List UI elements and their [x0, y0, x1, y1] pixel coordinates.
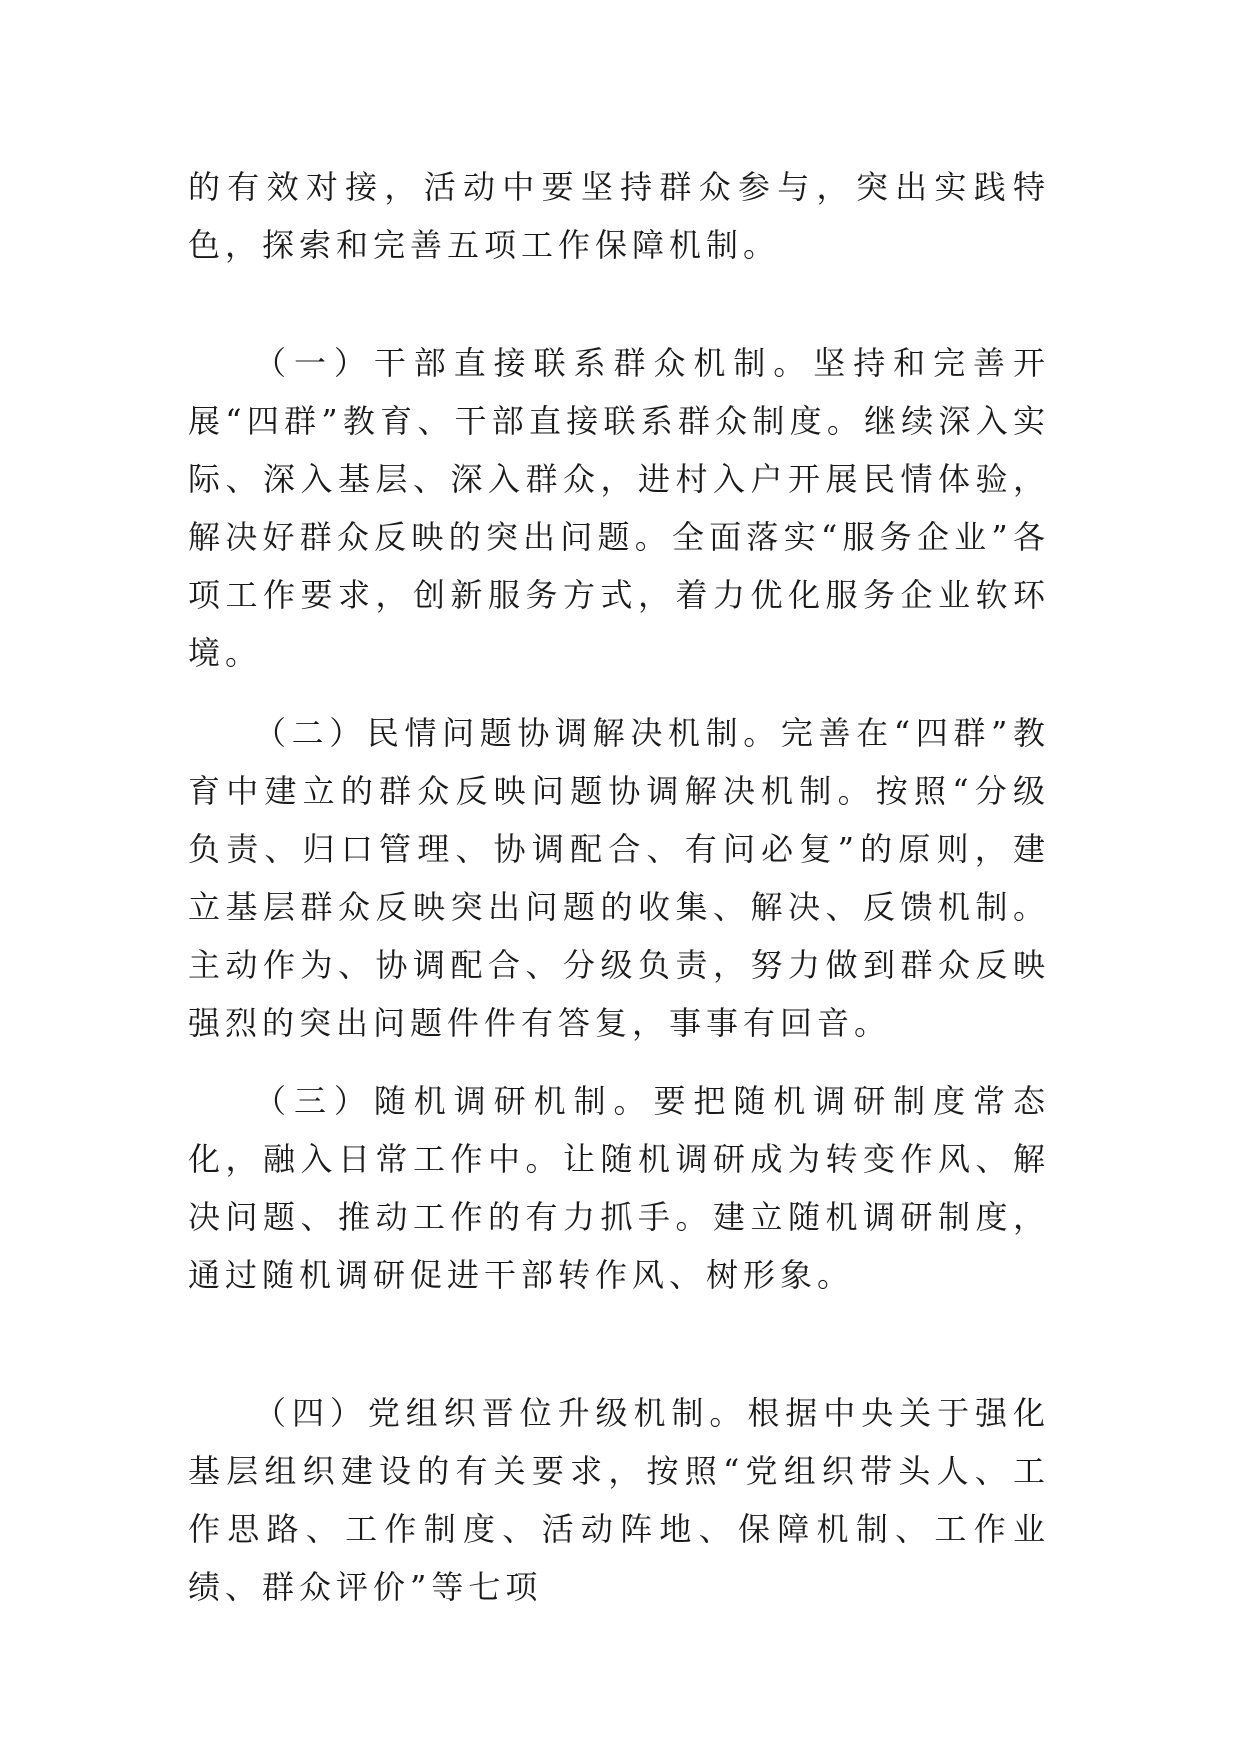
paragraph-cadre-contact-mechanism: （一）干部直接联系群众机制。坚持和完善开展“四群”教育、干部直接联系群众制度。继续深入实际、深入基层、深入群众，进村入户开展民情体验，解决好群众反映的突出问题。全面落实“服务企业”各项工作要求，创新服务方式，着力优化服务企业软环境。: [188, 344, 1050, 672]
paragraph-public-issue-mechanism: （二）民情问题协调解决机制。完善在“四群”教育中建立的群众反映问题协调解决机制。按照“分级负责、归口管理、协调配合、有问必复”的原则，建立基层群众反映突出问题的收集、解决、反馈机制。主动作为、协调配合、分级负责，努力做到群众反映强烈的突出问题件件有答复，事事有回音。: [188, 714, 1050, 1042]
paragraph-party-upgrade-mechanism: （四）党组织晋位升级机制。根据中央关于强化基层组织建设的有关要求，按照“党组织带头人、工作思路、工作制度、活动阵地、保障机制、工作业绩、群众评价”等七项: [188, 1394, 1050, 1606]
paragraph-random-research-mechanism: （三）随机调研机制。要把随机调研制度常态化，融入日常工作中。让随机调研成为转变作风、解决问题、推动工作的有力抓手。建立随机调研制度，通过随机调研促进干部转作风、树形象。: [188, 1082, 1050, 1294]
paragraph-continuation: 的有效对接，活动中要坚持群众参与，突出实践特色，探索和完善五项工作保障机制。: [188, 168, 1050, 264]
